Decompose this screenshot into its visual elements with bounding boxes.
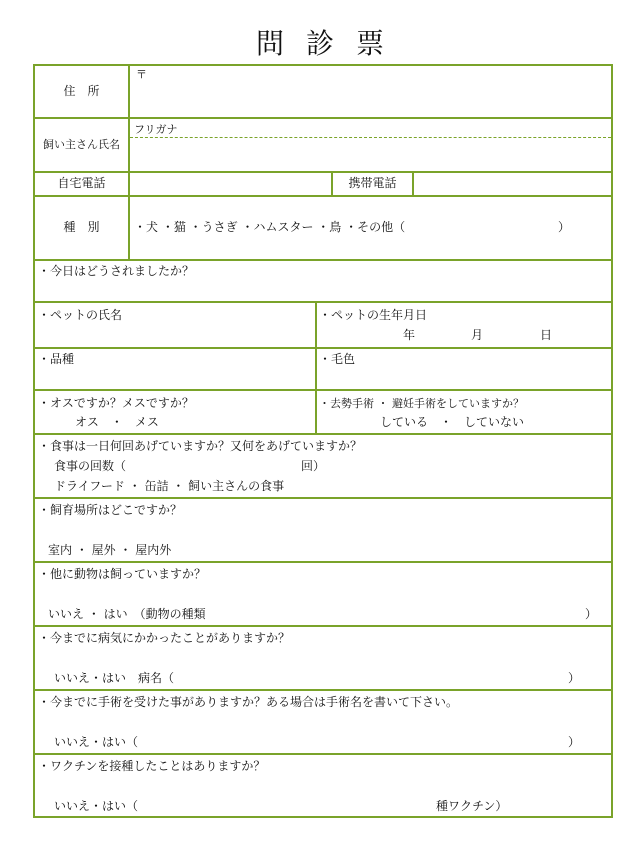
housing-options[interactable]: 室内 ・ 屋外 ・ 屋内外 (48, 543, 172, 557)
vaccine-answer[interactable]: いいえ・はい（ (54, 799, 139, 813)
other-animals-close: ） (585, 607, 598, 621)
pet-birth-day: 日 (540, 328, 553, 342)
breed-label: ・品種 (38, 352, 75, 366)
row-divider (35, 561, 611, 563)
today-answer-field[interactable] (37, 280, 609, 300)
row-divider (35, 301, 611, 303)
coat-color-label: ・毛色 (319, 352, 356, 366)
neuter-question: ・去勢手術 ・ 避妊手術をしていますか？ (319, 397, 524, 410)
furigana-label: フリガナ (134, 123, 178, 136)
other-animals-question: ・他に動物は飼っていますか？ (38, 567, 207, 581)
meals-question: ・食事は一日何回あげていますか？又何をあげていますか？ (38, 439, 363, 453)
home-phone-field[interactable] (130, 173, 331, 195)
housing-question: ・飼育場所はどこですか？ (38, 503, 183, 517)
row-divider (35, 625, 611, 627)
pet-name-label: ・ペットの氏名 (38, 308, 123, 322)
vaccine-question: ・ワクチンを接種したことはありますか？ (38, 759, 266, 773)
home-phone-label: 自宅電話 (57, 176, 106, 190)
neuter-options[interactable]: している ・ していない (380, 415, 525, 429)
sex-options[interactable]: オス ・ メス (75, 415, 159, 429)
row-divider (35, 433, 611, 435)
illness-close: ） (568, 671, 581, 685)
mobile-phone-label: 携帯電話 (348, 176, 397, 190)
species-label: 種 別 (63, 220, 100, 234)
address-field[interactable] (130, 66, 611, 117)
meal-count-label: 食事の回数（ (54, 459, 127, 473)
row-divider (35, 195, 611, 197)
pet-birth-month: 月 (471, 328, 484, 342)
row-divider (35, 259, 611, 261)
species-close: ） (558, 220, 571, 234)
q-today: ・今日はどうされましたか？ (38, 264, 195, 278)
species-options[interactable]: ・犬 ・猫 ・うさぎ ・ハムスター ・鳥 ・その他（ (134, 220, 406, 234)
pet-birth-year: 年 (403, 328, 416, 342)
row-divider (35, 389, 611, 391)
illness-question: ・今までに病気にかかったことがありますか？ (38, 631, 291, 645)
row-divider (35, 753, 611, 755)
other-animals-answer[interactable]: いいえ ・ はい （動物の種類 (48, 607, 206, 621)
sex-question: ・オスですか？メスですか？ (38, 396, 194, 410)
vaccine-close: 種ワクチン） (436, 799, 508, 813)
questionnaire-form (33, 64, 613, 818)
pet-birth-label: ・ペットの生年月日 (319, 308, 428, 322)
mobile-phone-field[interactable] (414, 173, 611, 195)
food-options[interactable]: ドライフード ・ 缶詰 ・ 飼い主さんの食事 (54, 479, 285, 493)
surgery-question: ・今までに手術を受けた事がありますか？ある場合は手術名を書いて下さい。 (38, 695, 459, 709)
illness-answer[interactable]: いいえ・はい 病名（ (54, 671, 175, 685)
owner-name-label: 飼い主さん氏名 (43, 138, 120, 151)
address-label: 住 所 (63, 84, 100, 98)
row-divider (35, 347, 611, 349)
page-title: 問診票 (255, 27, 406, 60)
surgery-answer[interactable]: いいえ・はい（ (54, 735, 139, 749)
postal-mark: 〒 (136, 68, 147, 81)
row-divider (35, 497, 611, 499)
meal-count-close: 回） (301, 459, 326, 473)
column-divider (315, 301, 317, 435)
owner-name-field[interactable] (130, 119, 611, 171)
row-divider (35, 689, 611, 691)
surgery-close: ） (568, 735, 581, 749)
